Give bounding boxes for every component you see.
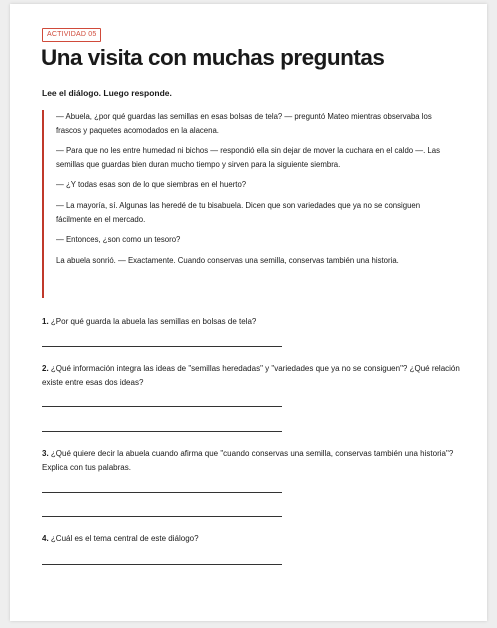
answer-line-2b[interactable] [42,431,282,432]
answer-line-2a[interactable] [42,406,282,407]
dialog-line-6: La abuela sonrió. — Exactamente. Cuando conservas una semilla, conservas también una historia. [56,255,399,265]
activity-badge: ACTIVIDAD 05 [42,28,101,42]
worksheet-page [10,4,487,621]
question-2 [42,362,460,389]
question-4 [42,532,460,546]
question-text: ¿Qué quiere decir la abuela cuando afirma que "cuando conservas una semilla, conservas también una historia"? Explica con tus palabras. [42,449,454,472]
dialog-box [42,110,452,298]
question-number: 1. [42,317,49,326]
answer-line-3a[interactable] [42,492,282,493]
question-text: ¿Cuál es el tema central de este diálogo? [50,534,199,543]
dialog-line-3: — ¿Y todas esas son de lo que siembras en el huerto? [56,180,247,190]
question-text: ¿Por qué guarda la abuela las semillas en bolsas de tela? [50,317,257,326]
question-3 [42,447,460,474]
answer-line-3b[interactable] [42,516,282,517]
question-text: ¿Qué información integra las ideas de "semillas heredadas" y "variedades que ya no se consiguen"? ¿Qué relación existe entre esas dos ideas? [42,364,460,387]
instructions: Lee el diálogo. Luego responde. [42,88,172,98]
question-1 [42,315,460,329]
dialog-line-1: — Abuela, ¿por qué guardas las semillas en esas bolsas de tela? — preguntó Mateo mientras observaba los frascos y paquetes acomodados en la alacena. [56,112,432,135]
dialog-line-2: — Para que no les entre humedad ni bichos — respondió ella sin dejar de mover la cuchara en el caldo —. Las semillas que guardas bien duran mucho tiempo y sirven para la siguiente siembra. [56,146,441,169]
dialog-line-5: — Entonces, ¿son como un tesoro? [56,235,181,245]
answer-line-1a[interactable] [42,346,282,347]
dialog-line-4: — La mayoría, sí. Algunas las heredé de tu bisabuela. Dicen que son variedades que ya no se consiguen fácilmente en el mercado. [56,200,421,224]
answer-line-4a[interactable] [42,564,282,565]
question-number: 4. [42,534,49,543]
question-number: 3. [42,449,49,458]
question-number: 2. [42,364,49,373]
page-title: Una visita con muchas preguntas [41,45,385,70]
